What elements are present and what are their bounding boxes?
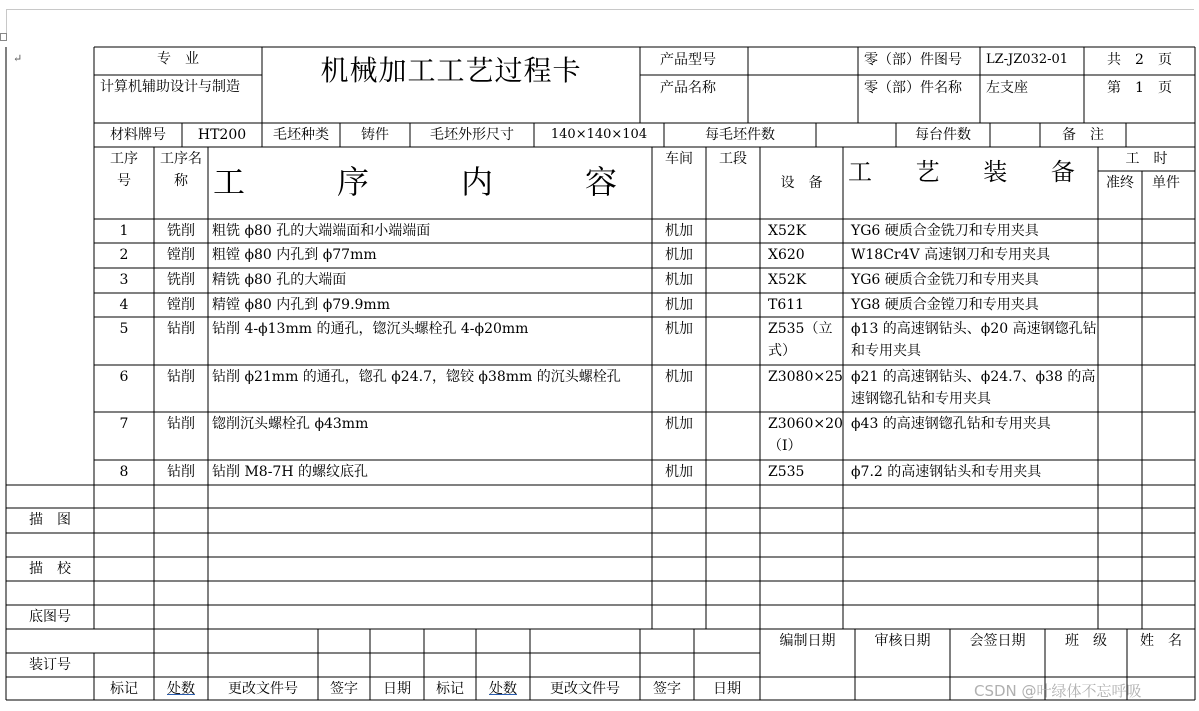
mark-label: 标记 bbox=[436, 681, 464, 697]
step-tooling: YG8 硬质合金镗刀和专用夹具 bbox=[851, 297, 1039, 313]
step-name: 钻削 bbox=[167, 464, 195, 480]
step-tooling: YG6 硬质合金铣刀和专用夹具 bbox=[851, 272, 1039, 288]
step-workshop: 机加 bbox=[665, 416, 693, 432]
step-equipment: Z535 bbox=[768, 464, 805, 480]
step-workshop: 机加 bbox=[665, 321, 693, 337]
per-blank-label: 每毛坯件数 bbox=[705, 127, 775, 143]
total-pages: 共 2 页 bbox=[1107, 52, 1172, 68]
step-equipment: X620 bbox=[768, 247, 805, 263]
step-content: 锪削沉头螺栓孔 ϕ43mm bbox=[212, 416, 369, 432]
countersign-date-label: 会签日期 bbox=[969, 633, 1026, 649]
material-value: HT200 bbox=[197, 127, 247, 143]
step-no: 5 bbox=[119, 321, 129, 337]
blank-type-value: 铸件 bbox=[361, 127, 389, 143]
count-label: 处数 bbox=[167, 681, 195, 697]
step-name: 镗削 bbox=[167, 247, 195, 263]
per-unit-label: 每台件数 bbox=[915, 127, 971, 143]
blank-type-label: 毛坯种类 bbox=[273, 127, 329, 143]
step-no: 1 bbox=[119, 223, 129, 239]
step-tooling: ϕ13 的高速钢钻头、ϕ20 高速钢锪孔钻和专用夹具 bbox=[851, 321, 1097, 359]
page-number: 第 1 页 bbox=[1107, 80, 1172, 96]
student-name-label: 姓 名 bbox=[1140, 633, 1182, 649]
paragraph-mark: ↵ bbox=[13, 52, 23, 65]
step-tooling: W18Cr4V 高速钢刀和专用夹具 bbox=[851, 247, 1051, 263]
step-equipment: X52K bbox=[768, 223, 807, 239]
change-doc-label: 更改文件号 bbox=[550, 681, 620, 697]
class-label: 班 级 bbox=[1065, 633, 1107, 649]
step-name: 钻削 bbox=[167, 369, 195, 385]
date-label: 日期 bbox=[383, 681, 411, 697]
major-label: 专 业 bbox=[157, 51, 199, 67]
step-equipment: T611 bbox=[768, 297, 805, 313]
blank-size-value: 140×140×104 bbox=[550, 127, 648, 142]
col-time: 工 时 bbox=[1125, 151, 1168, 167]
step-no: 4 bbox=[119, 297, 129, 313]
step-equipment: X52K bbox=[768, 272, 807, 288]
material-label: 材料牌号 bbox=[110, 127, 166, 143]
col-step-name: 工序名称 bbox=[160, 151, 202, 189]
part-no-value: LZ-JZ032-01 bbox=[986, 52, 1069, 67]
col-prep-time: 准终 bbox=[1106, 175, 1134, 191]
step-workshop: 机加 bbox=[665, 247, 693, 263]
sign-label: 签字 bbox=[653, 681, 681, 697]
step-name: 钻削 bbox=[167, 416, 195, 432]
step-name: 铣削 bbox=[167, 272, 195, 288]
col-equipment: 设 备 bbox=[780, 175, 823, 191]
watermark: CSDN @叶绿体不忘呼吸 bbox=[974, 682, 1142, 700]
col-step-no: 工序号 bbox=[110, 151, 138, 189]
step-tooling: ϕ21 的高速钢钻头、ϕ24.7、ϕ38 的高速钢锪孔钻和专用夹具 bbox=[851, 369, 1096, 407]
step-workshop: 机加 bbox=[665, 297, 693, 313]
checked-label: 描 校 bbox=[29, 561, 71, 577]
mark-label: 标记 bbox=[110, 681, 138, 697]
step-workshop: 机加 bbox=[665, 369, 693, 385]
step-equipment: Z3080×25 bbox=[768, 369, 843, 385]
review-date-label: 审核日期 bbox=[874, 633, 931, 649]
product-name-label: 产品名称 bbox=[660, 80, 716, 96]
step-workshop: 机加 bbox=[665, 223, 693, 239]
drawn-label: 描 图 bbox=[29, 512, 71, 528]
step-content: 钻削 M8-7H 的螺纹底孔 bbox=[212, 464, 368, 480]
remark-label: 备 注 bbox=[1062, 127, 1104, 143]
base-drawing-no-label: 底图号 bbox=[29, 609, 71, 625]
col-unit-time: 单件 bbox=[1152, 175, 1180, 191]
product-model-label: 产品型号 bbox=[660, 52, 716, 68]
step-content: 钻削 4-ϕ13mm 的通孔，锪沉头螺栓孔 4-ϕ20mm bbox=[212, 321, 529, 337]
compile-date-label: 编制日期 bbox=[779, 633, 836, 649]
step-content: 精铣 ϕ80 孔的大端面 bbox=[212, 272, 347, 288]
step-content: 钻削 ϕ21mm 的通孔，锪孔 ϕ24.7，锪铰 ϕ38mm 的沉头螺栓孔 bbox=[212, 369, 621, 385]
step-name: 镗削 bbox=[167, 297, 195, 313]
col-section: 工段 bbox=[719, 151, 747, 167]
step-no: 6 bbox=[119, 369, 129, 385]
col-workshop: 车间 bbox=[665, 151, 693, 167]
step-no: 2 bbox=[119, 247, 129, 263]
part-name-value: 左支座 bbox=[986, 80, 1028, 96]
step-tooling: YG6 硬质合金铣刀和专用夹具 bbox=[851, 223, 1039, 239]
step-workshop: 机加 bbox=[665, 464, 693, 480]
col-tooling: 工 艺 装 备 bbox=[848, 158, 1093, 186]
step-name: 铣削 bbox=[167, 223, 195, 239]
col-content: 工 序 内 容 bbox=[212, 163, 647, 201]
step-tooling: ϕ43 的高速钢锪孔钻和专用夹具 bbox=[851, 416, 1051, 432]
major-value: 计算机辅助设计与制造 bbox=[100, 79, 240, 95]
step-content: 粗镗 ϕ80 内孔到 ϕ77mm bbox=[212, 247, 377, 263]
step-no: 3 bbox=[119, 272, 129, 288]
page-title: 机械加工工艺过程卡 bbox=[320, 54, 582, 87]
step-content: 精镗 ϕ80 内孔到 ϕ79.9mm bbox=[212, 297, 390, 313]
count-label: 处数 bbox=[489, 681, 517, 697]
step-equipment: Z3060×20（Ⅰ） bbox=[768, 416, 843, 454]
step-name: 钻削 bbox=[167, 321, 195, 337]
date-label: 日期 bbox=[713, 681, 741, 697]
step-equipment: Z535（立式） bbox=[768, 321, 833, 359]
step-workshop: 机加 bbox=[665, 272, 693, 288]
step-content: 粗铣 ϕ80 孔的大端端面和小端端面 bbox=[212, 223, 431, 239]
blank-size-label: 毛坯外形尺寸 bbox=[430, 127, 514, 143]
part-no-label: 零（部）件图号 bbox=[864, 52, 962, 68]
sign-label: 签字 bbox=[330, 681, 358, 697]
part-name-label: 零（部）件名称 bbox=[864, 80, 962, 96]
binding-no-label: 装订号 bbox=[29, 657, 71, 673]
step-no: 8 bbox=[119, 464, 129, 480]
step-tooling: ϕ7.2 的高速钢钻头和专用夹具 bbox=[851, 464, 1042, 480]
change-doc-label: 更改文件号 bbox=[228, 681, 298, 697]
step-no: 7 bbox=[119, 416, 129, 432]
